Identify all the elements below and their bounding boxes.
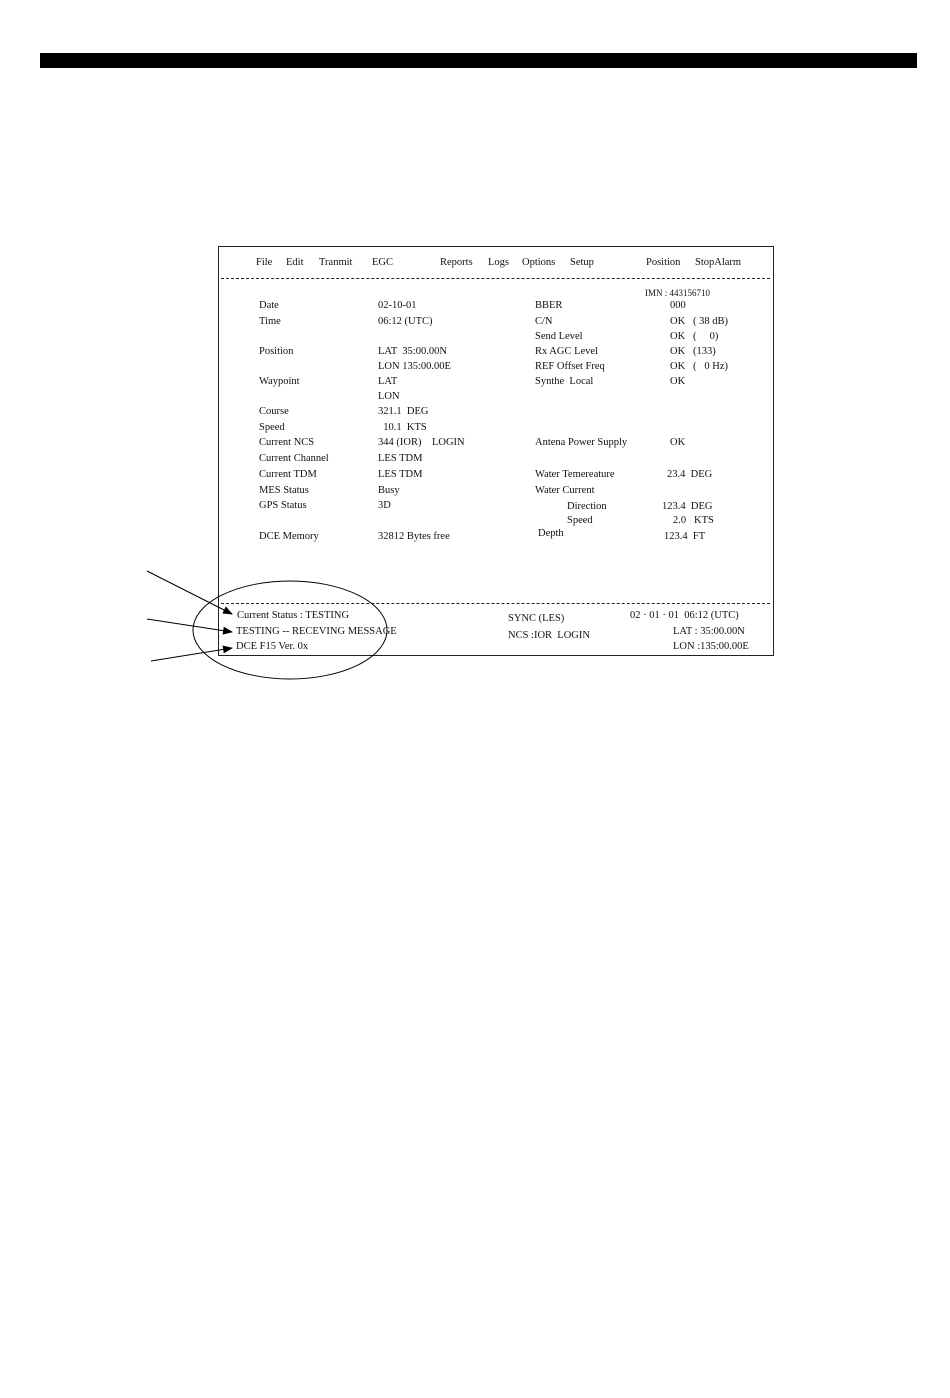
menu-reports[interactable]: Reports — [440, 257, 473, 268]
menu-position[interactable]: Position — [646, 257, 681, 268]
gps-status-label: GPS Status — [259, 500, 307, 511]
date-label: Date — [259, 300, 279, 311]
course-value: 321.1 DEG — [378, 406, 429, 417]
synthe-local-value: OK — [670, 376, 686, 387]
status-lat: LAT : 35:00.00N — [673, 626, 745, 637]
rx-agc-label: Rx AGC Level — [535, 346, 598, 357]
menu-options[interactable]: Options — [522, 257, 556, 268]
time-value: 06:12 (UTC) — [378, 316, 433, 327]
callout-arrow-1 — [147, 571, 232, 614]
date-value: 02-10-01 — [378, 300, 417, 311]
dce-version-line: DCE F15 Ver. 0x — [236, 641, 309, 652]
rx-agc-value: OK (133) — [670, 346, 716, 357]
menu-setup[interactable]: Setup — [570, 257, 594, 268]
current-channel-label: Current Channel — [259, 453, 329, 464]
time-label: Time — [259, 316, 281, 327]
waypoint-lon: LON — [378, 391, 400, 402]
current-speed-value: 2.0 KTS — [673, 515, 714, 526]
dce-memory-label: DCE Memory — [259, 531, 319, 542]
waypoint-lat: LAT — [378, 376, 398, 387]
callout-arrow-3 — [151, 648, 232, 661]
gps-status-value: 3D — [378, 500, 391, 511]
water-temp-label: Water Temereature — [535, 469, 615, 480]
position-label: Position — [259, 346, 294, 357]
send-level-label: Send Level — [535, 331, 583, 342]
water-temp-value: 23.4 DEG — [667, 469, 713, 480]
menu-transmit[interactable]: Tranmit — [319, 257, 353, 268]
synthe-local-label: Synthe Local — [535, 376, 594, 387]
sync-status: SYNC (LES) — [508, 613, 565, 624]
ref-offset-label: REF Offset Freq — [535, 361, 605, 372]
antenna-power-value: OK — [670, 437, 686, 448]
waypoint-label: Waypoint — [259, 376, 300, 387]
testing-message-line: TESTING -- RECEVING MESSAGE — [236, 626, 397, 637]
send-level-value: OK ( 0) — [670, 331, 719, 342]
speed-label: Speed — [259, 422, 285, 433]
menu-egc[interactable]: EGC — [372, 257, 393, 268]
bber-label: BBER — [535, 300, 563, 311]
menu-file[interactable]: File — [256, 257, 273, 268]
cn-label: C/N — [535, 316, 553, 327]
ncs-status: NCS :IOR LOGIN — [508, 630, 590, 641]
direction-label: Direction — [567, 501, 607, 512]
ref-offset-value: OK ( 0 Hz) — [670, 361, 729, 372]
antenna-power-label: Antena Power Supply — [535, 437, 628, 448]
status-lon: LON :135:00.00E — [673, 641, 749, 652]
position-lon: LON 135:00.00E — [378, 361, 451, 372]
menu-stopalarm[interactable]: StopAlarm — [695, 257, 742, 268]
menu-edit[interactable]: Edit — [286, 257, 304, 268]
water-current-label: Water Current — [535, 485, 595, 496]
current-channel-value: LES TDM — [378, 453, 423, 464]
current-tdm-label: Current TDM — [259, 469, 317, 480]
depth-label: Depth — [538, 528, 564, 539]
course-label: Course — [259, 406, 289, 417]
bber-value: 000 — [670, 300, 686, 311]
dce-memory-value: 32812 Bytes free — [378, 531, 450, 542]
status-datetime: 02 · 01 · 01 06:12 (UTC) — [630, 610, 739, 621]
menu-logs[interactable]: Logs — [488, 257, 509, 268]
direction-value: 123.4 DEG — [662, 501, 713, 512]
mes-status-label: MES Status — [259, 485, 309, 496]
current-status-line: Current Status : TESTING — [237, 610, 350, 621]
callout-arrow-2 — [147, 619, 232, 632]
speed-value: 10.1 KTS — [378, 422, 427, 433]
current-speed-label: Speed — [567, 515, 593, 526]
current-tdm-value: LES TDM — [378, 469, 423, 480]
current-ncs-label: Current NCS — [259, 437, 315, 448]
position-lat: LAT 35:00.00N — [378, 346, 447, 357]
cn-value: OK ( 38 dB) — [670, 316, 729, 327]
imn-number: IMN : 443156710 — [645, 288, 710, 298]
mes-status-value: Busy — [378, 485, 400, 496]
depth-value: 123.4 FT — [664, 531, 706, 542]
current-ncs-value: 344 (IOR) LOGIN — [378, 437, 465, 448]
